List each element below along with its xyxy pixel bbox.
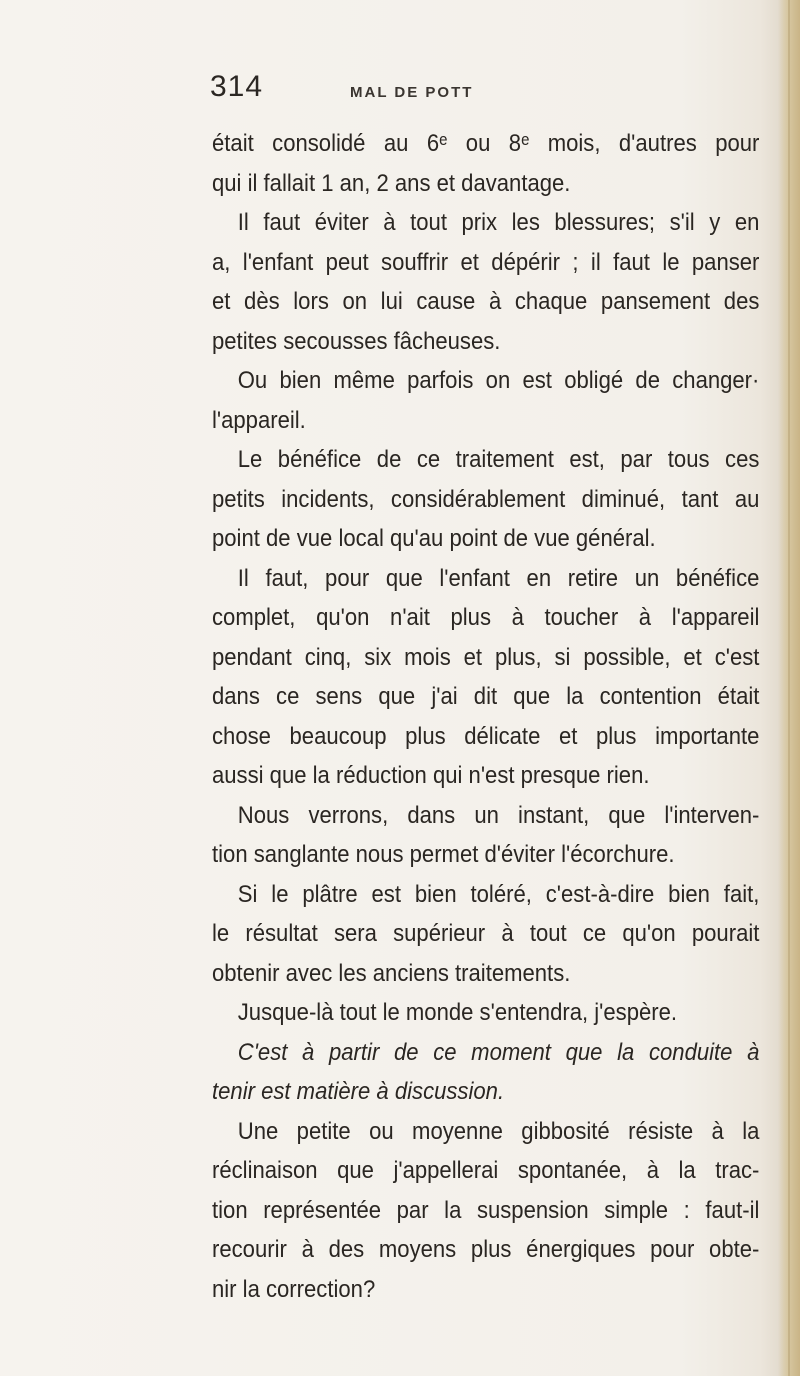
text-line: réclinaison que j'appellerai spontanée, à la trac- <box>212 1157 760 1184</box>
text-line: l'appareil. <box>212 406 306 434</box>
text-line: Jusque-là tout le monde s'entendra, j'espère. <box>237 999 678 1026</box>
text-line: Nous verrons, dans un instant, que l'interven- <box>237 801 760 829</box>
text-line: pendant cinq, six mois et plus, si possible, et c'est <box>212 643 760 671</box>
text-line: complet, qu'on n'ait plus à toucher à l'appareil <box>212 604 760 631</box>
text-line: petites secousses fâcheuses. <box>212 327 501 355</box>
text-line: obtenir avec les anciens traitements. <box>212 959 571 987</box>
text-line: aussi que la réduction qui n'est presque rien. <box>212 762 650 789</box>
text-line: dans ce sens que j'ai dit que la contention était <box>212 683 760 710</box>
text-line: recourir à des moyens plus énergiques pour obte- <box>212 1236 760 1263</box>
running-title: MAL DE POTT <box>350 84 474 101</box>
text-line: Si le plâtre est bien toléré, c'est-à-dire bien fait, <box>237 880 760 908</box>
text-line: qui il fallait 1 an, 2 ans et davantage. <box>212 169 571 197</box>
text-line: petits incidents, considérablement diminué, tant au <box>212 485 760 513</box>
text-line: a, l'enfant peut souffrir et dépérir ; il faut le panser <box>212 248 760 276</box>
text-line-italic: tenir est matière à discussion. <box>212 1078 505 1105</box>
text-line: était consolidé au 6ᵉ ou 8ᵉ mois, d'autres pour <box>212 130 760 157</box>
text-line: Ou bien même parfois on est obligé de changer· <box>237 367 760 394</box>
text-line: tion sanglante nous permet d'éviter l'écorchure. <box>212 841 675 868</box>
body-text <box>212 124 760 1309</box>
page-header <box>210 70 750 116</box>
text-line: Le bénéfice de ce traitement est, par tous ces <box>237 446 760 473</box>
text-line: tion représentée par la suspension simple : faut-il <box>212 1196 760 1224</box>
text-line: point de vue local qu'au point de vue général. <box>212 525 656 552</box>
page-number: 314 <box>210 70 264 103</box>
text-line: Il faut, pour que l'enfant en retire un bénéfice <box>237 564 760 592</box>
text-line: Une petite ou moyenne gibbosité résiste à la <box>237 1117 760 1145</box>
spine-shadow <box>788 0 790 1376</box>
text-line: et dès lors on lui cause à chaque pansement des <box>212 288 760 315</box>
text-line: Il faut éviter à tout prix les blessures; s'il y en <box>237 209 760 236</box>
text-line-italic: C'est à partir de ce moment que la conduite à <box>237 1038 760 1066</box>
text-line: nir la correction? <box>212 1275 376 1303</box>
text-line: chose beaucoup plus délicate et plus importante <box>212 722 760 750</box>
text-line: le résultat sera supérieur à tout ce qu'on pourait <box>212 920 760 947</box>
